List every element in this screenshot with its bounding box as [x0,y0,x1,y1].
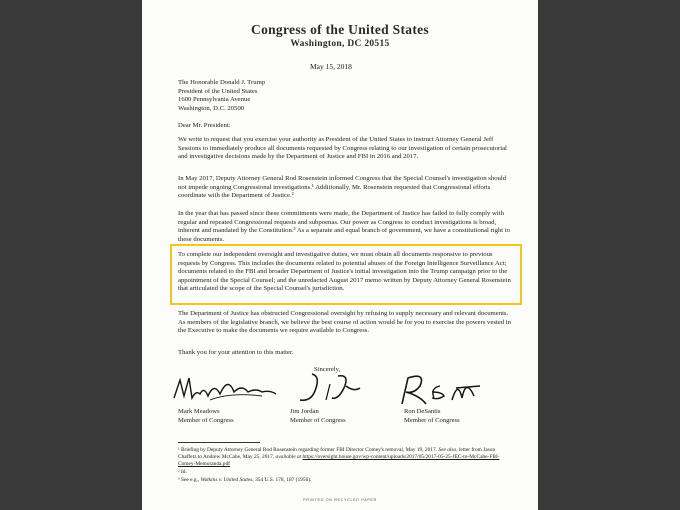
paragraph-5: The Department of Justice has obstructed Congressional oversight by refusing to supply necessary and relevant documents. As members of the legislative branch, we believe the best course of action would be for you to exercise the powers vested in the Executive to make the documents we require available to Congress. [178,310,511,334]
signer-name: Jim Jordan [290,408,319,415]
footnote-3 [178,477,514,484]
closing: Sincerely, [314,366,341,373]
signer-title: Member of Congress [290,416,346,424]
footnote-1 [178,447,514,468]
paragraph-6: Thank you for your attention to this matter. [178,349,294,356]
signature-jordan [290,370,366,410]
signer-jordan [290,408,346,425]
signer-meadows [178,408,234,425]
signer-title: Member of Congress [178,416,234,424]
fn3-text: ³ See e.g., [178,477,200,483]
paragraph-3: In the year that has passed since these commitments were made, the Department of Justice has failed to fully comply with regular and repeated Congressional requests and subpoenas. Our power as Congress to conduct investigations is broad, inherent and mandated by the Constitution.³ As a separate and equal branch of government, we have a constitutional right to these documents. [178,210,511,243]
printed-note: PRINTED ON RECYCLED PAPER [303,498,377,502]
fn1-see: See also [438,447,457,453]
recipient-line: President of the United States [178,87,258,95]
salutation: Dear Mr. President: [178,122,231,129]
footnote-divider [178,442,260,443]
fn1-text: ¹ Briefing by Deputy Attorney General Rod Rosenstein regarding former FBI Director Comey's removal, May 19, 2017. [178,447,438,453]
letter-page [142,0,538,510]
recipient-line: The Honorable Donald J. Trump [178,79,266,86]
recipient-line: 1600 Pennsylvania Avenue [178,96,251,103]
fn3-text-b: , 354 U.S. 178, 187 (1956). [252,477,312,483]
paragraph-4-highlighted: To complete our independent oversight and investigative duties, we must obtain all documents responsive to previous requests by Congress. This includes the documents related to potential abuses of the Foreign Intelligence Surveillance Act; documents related to the FBI and broader Department of Justice's initial investigation into the Trump campaign prior to the appointment of the Special Counsel; and the unredacted August 2017 memo written by Deputy Attorney General Rosenstein that articulated the scope of the Special Counsel's jurisdiction. [178,251,511,292]
paragraph-1: We write to request that you exercise your authority as President of the United States to instruct Attorney General Jeff Sessions to immediately produce all documents requested by Congress relating to our investigation of certain prosecutorial and investigative decisions made by the Department of Justice and FBI in 2016 and 2017. [178,136,507,160]
signer-desantis [404,408,460,425]
footnote-2: ² Id. [178,469,187,475]
fn1-available: available at [275,454,302,460]
signer-name: Mark Meadows [178,408,220,415]
letter-date: May 15, 2018 [310,62,352,71]
letterhead-city: Washington, DC 20515 [290,39,390,49]
fn1-url-link[interactable]: https://oversight.house.gov/wp-content/uploads/2017/05/2017-05-25-JEC-to-McCabe-FBI-Comey-Memoranda.pdf [178,454,500,467]
letterhead-title: Congress of the United States [251,22,429,37]
signature-meadows [170,372,280,408]
fn3-case: Watkins v. United States [200,477,253,483]
paragraph-2: In May 2017, Deputy Attorney General Rod Rosenstein informed Congress that the Special Counsel's investigation should not impede ongoing Congressional investigations.¹ Additionally, Mr. Rosenstein requested that Congressional efforts coordinate with the Department of Justice.² [178,175,507,199]
fn1-text-b: , letter from Jason Chaffetz to Andrew McCabe, May 25, 2017, [178,447,496,460]
signer-name: Ron DeSantis [404,408,441,415]
recipient-address [178,79,514,113]
recipient-line: Washington, D.C. 20500 [178,104,245,112]
signer-title: Member of Congress [404,416,460,424]
signature-desantis [396,370,492,410]
